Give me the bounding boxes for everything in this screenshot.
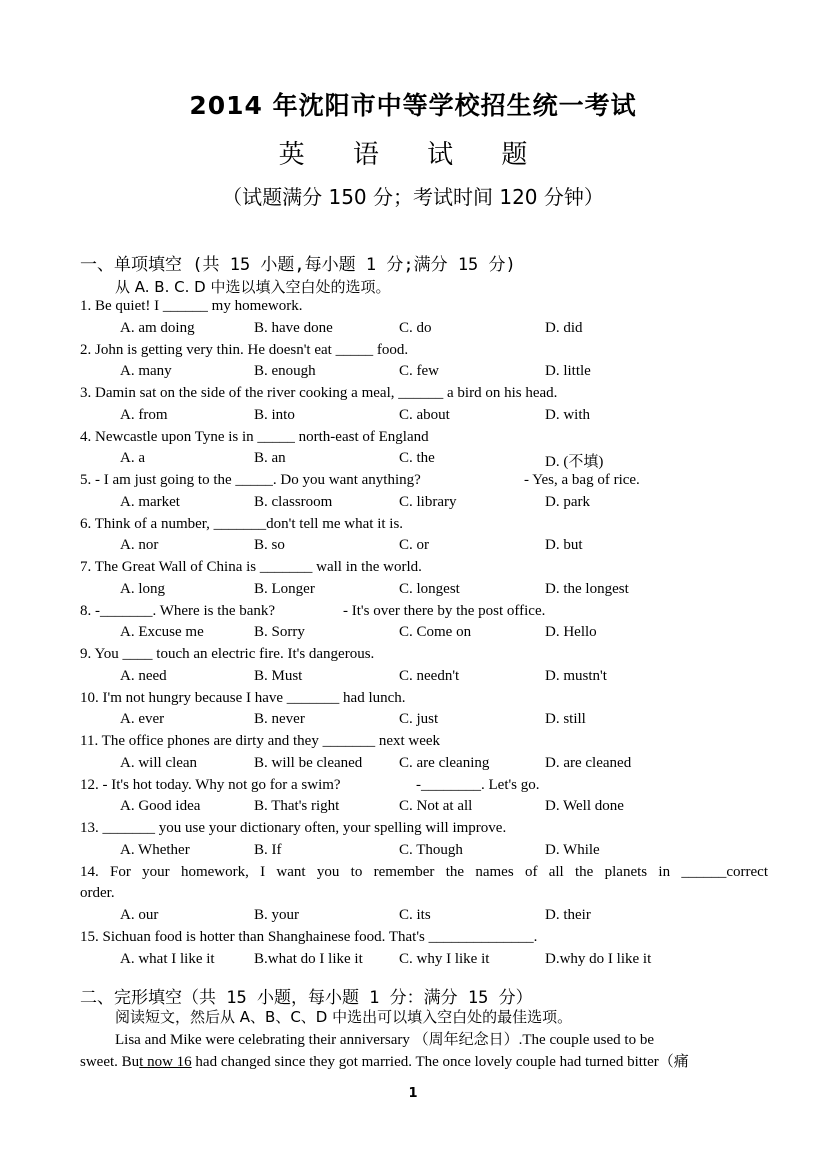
option-c: C. Come on bbox=[399, 624, 472, 641]
option-d: D. are cleaned bbox=[545, 754, 632, 771]
option-c: C. Not at all bbox=[399, 798, 473, 815]
exam-info: （试题满分 150 分；考试时间 120 分钟） bbox=[222, 185, 604, 209]
option-b: B. enough bbox=[254, 363, 316, 380]
option-a: A. a bbox=[120, 450, 145, 467]
option-d: D.why do I like it bbox=[545, 950, 652, 967]
option-a: A. many bbox=[120, 363, 172, 380]
option-b: B. will be cleaned bbox=[254, 754, 363, 771]
option-b: B. have done bbox=[254, 319, 333, 336]
question-stem: 5. - I am just going to the _____. Do you want anything? bbox=[80, 472, 421, 488]
option-a: A. ever bbox=[120, 711, 165, 728]
option-b: B. Must bbox=[254, 667, 303, 684]
option-b: B. Longer bbox=[254, 580, 315, 597]
option-a: A. from bbox=[120, 406, 168, 423]
question-stem: 2. John is getting very thin. He doesn't eat _____ food. bbox=[80, 341, 409, 358]
passage-line-2 bbox=[80, 1050, 689, 1071]
option-c: C. few bbox=[399, 363, 439, 380]
passage-line-1: Lisa and Mike were celebrating their anniversary （周年纪念日）.The couple used to be bbox=[115, 1032, 654, 1048]
option-d: D. their bbox=[545, 907, 591, 923]
section-1-heading: 一、单项填空 (共 15 小题,每小题 1 分;满分 15 分) bbox=[80, 255, 516, 275]
question-stem: 4. Newcastle upon Tyne is in _____ north-east of England bbox=[80, 428, 429, 445]
option-a: A. need bbox=[120, 667, 167, 684]
option-a: A. nor bbox=[120, 537, 159, 554]
question-stem: 13. _______ you use your dictionary often, your spelling will improve. bbox=[80, 820, 507, 836]
page-number: 1 bbox=[408, 1086, 418, 1101]
question-stem: 1. Be quiet! I ______ my homework. bbox=[80, 298, 303, 314]
exam-title: 2014 年沈阳市中等学校招生统一考试 bbox=[189, 91, 637, 120]
option-c: C. Though bbox=[399, 841, 463, 858]
option-a: A. will clean bbox=[120, 754, 198, 771]
option-d: D. the longest bbox=[545, 580, 629, 597]
option-c: C. why I like it bbox=[399, 950, 490, 967]
option-d: D. did bbox=[545, 319, 583, 336]
option-c: C. needn't bbox=[399, 667, 460, 684]
option-c: C. just bbox=[399, 711, 439, 728]
question-stem-continued: order. bbox=[80, 885, 115, 902]
option-d: D. still bbox=[545, 711, 586, 728]
question-stem: 3. Damin sat on the side of the river cooking a meal, ______ a bird on his head. bbox=[80, 385, 558, 401]
option-c: C. the bbox=[399, 450, 435, 467]
option-b: B. That's right bbox=[254, 798, 340, 815]
passage-line-2-end: had changed since they got married. The once lovely couple had turned bitter（痛 bbox=[191, 1054, 689, 1070]
passage-blank-16: t now 16 bbox=[139, 1054, 192, 1070]
option-b: B. never bbox=[254, 711, 305, 728]
exam-subtitle: 英 语 试 题 bbox=[278, 140, 548, 170]
section-1-instruction: 从 A. B. C. D 中选以填入空白处的选项。 bbox=[115, 278, 391, 296]
option-b: B. so bbox=[254, 537, 285, 554]
question-stem: 6. Think of a number, _______don't tell me what it is. bbox=[80, 515, 404, 532]
option-c: C. its bbox=[399, 907, 431, 923]
question-reply: - Yes, a bag of rice. bbox=[524, 472, 640, 488]
question-stem: 10. I'm not hungry because I have _______ had lunch. bbox=[80, 689, 406, 706]
option-b: B. Sorry bbox=[254, 624, 305, 641]
option-d: D. park bbox=[545, 493, 590, 510]
question-stem: 7. The Great Wall of China is _______ wall in the world. bbox=[80, 559, 422, 575]
question-stem: 11. The office phones are dirty and they _______ next week bbox=[80, 733, 441, 749]
option-c: C. do bbox=[399, 319, 432, 336]
option-d: D. with bbox=[545, 406, 590, 423]
option-b: B.what do I like it bbox=[254, 950, 363, 967]
option-c: C. longest bbox=[399, 580, 460, 597]
option-c: C. or bbox=[399, 537, 429, 554]
option-d: D. Well done bbox=[545, 798, 624, 815]
option-c: C. are cleaning bbox=[399, 754, 490, 771]
option-b: B. If bbox=[254, 841, 282, 858]
option-a: A. market bbox=[120, 493, 180, 510]
option-d: D. (不填) bbox=[545, 454, 604, 471]
question-stem: 14. For your homework, I want you to remember the names of all the planets in ______correct bbox=[80, 863, 768, 880]
option-b: B. an bbox=[254, 450, 286, 467]
option-b: B. your bbox=[254, 907, 299, 923]
option-c: C. about bbox=[399, 406, 450, 423]
option-a: A. Whether bbox=[120, 841, 190, 858]
option-a: A. our bbox=[120, 907, 159, 923]
section-2-heading: 二、完形填空（共 15 小题，每小题 1 分：满分 15 分） bbox=[80, 988, 533, 1008]
option-d: D. While bbox=[545, 841, 600, 858]
passage-line-2-start: sweet. Bu bbox=[80, 1054, 140, 1070]
question-stem: 8. -_______. Where is the bank? bbox=[80, 602, 276, 619]
question-stem: 12. - It's hot today. Why not go for a swim? bbox=[80, 776, 341, 793]
question-stem: 9. You ____ touch an electric fire. It's dangerous. bbox=[80, 646, 375, 662]
question-reply: -________. Let's go. bbox=[416, 776, 540, 793]
option-d: D. mustn't bbox=[545, 667, 607, 684]
option-b: B. classroom bbox=[254, 493, 333, 510]
option-d: D. Hello bbox=[545, 624, 597, 641]
option-a: A. Excuse me bbox=[120, 624, 204, 641]
option-a: A. what I like it bbox=[120, 950, 215, 967]
option-d: D. little bbox=[545, 363, 591, 380]
option-d: D. but bbox=[545, 537, 583, 554]
option-c: C. library bbox=[399, 493, 457, 510]
option-a: A. Good idea bbox=[120, 798, 201, 815]
option-a: A. long bbox=[120, 580, 165, 597]
option-a: A. am doing bbox=[120, 319, 195, 336]
section-2-instruction: 阅读短文，然后从 A、B、C、D 中选出可以填入空白处的最佳选项。 bbox=[115, 1008, 573, 1026]
question-stem: 15. Sichuan food is hotter than Shanghainese food. That's ______________. bbox=[80, 928, 538, 945]
option-b: B. into bbox=[254, 406, 295, 423]
question-reply: - It's over there by the post office. bbox=[343, 602, 546, 619]
